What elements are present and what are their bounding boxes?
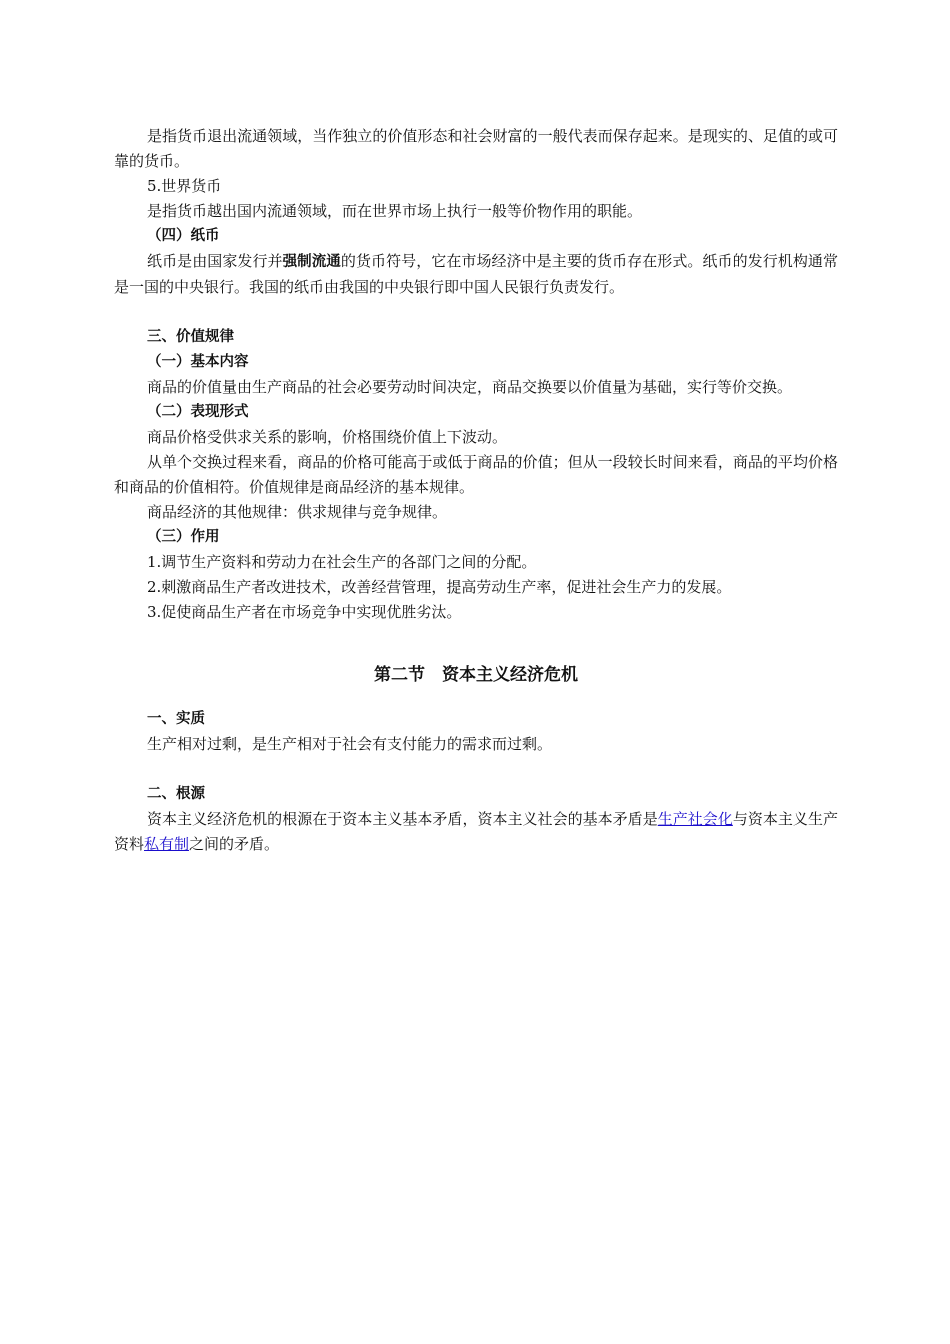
form-heading: （二）表现形式 <box>147 404 249 420</box>
paper-money-paragraph <box>114 249 838 300</box>
root-heading: 二、根源 <box>147 786 205 802</box>
root-text-2: 与资本主义生产资料 <box>114 810 838 853</box>
spacer <box>114 300 838 325</box>
root-text-1: 资本主义经济危机的根源在于资本主义基本矛盾，资本主义社会的基本矛盾是 <box>147 810 658 828</box>
essence-paragraph: 生产相对过剩，是生产相对于社会有支付能力的需求而过剩。 <box>147 735 553 753</box>
socialized-production-link[interactable]: 生产社会化 <box>657 810 733 828</box>
basic-content-paragraph: 商品的价值量由生产商品的社会必要劳动时间决定，商品交换要以价值量为基础，实行等价交换。 <box>147 378 793 396</box>
effect-item-1: 1.调节生产资料和劳动力在社会生产的各部门之间的分配。 <box>147 553 537 571</box>
paper-money-text-1: 纸币是由国家发行并 <box>147 252 283 270</box>
world-money-paragraph: 是指货币越出国内流通领域，而在世界市场上执行一般等价物作用的职能。 <box>147 202 643 220</box>
paper-money-heading: （四）纸币 <box>147 228 220 244</box>
basic-content-heading: （一）基本内容 <box>147 354 249 370</box>
root-text-3: 之间的矛盾。 <box>189 835 280 853</box>
section-title: 第二节 资本主义经济危机 <box>374 665 578 685</box>
spacer <box>114 757 838 782</box>
essence-heading: 一、实质 <box>147 711 205 727</box>
form-paragraph-3: 商品经济的其他规律：供求规律与竞争规律。 <box>147 503 448 521</box>
world-money-title: 5.世界货币 <box>147 177 222 195</box>
form-paragraph-1: 商品价格受供求关系的影响，价格围绕价值上下波动。 <box>147 428 508 446</box>
spacer <box>114 625 838 650</box>
paper-money-text-2: 的货币符号，它在市场经济中是主要的货币存在形式。纸币的发行机构通常是一国的中央银行。我国的纸币由我国的中央银行即中国人民银行负责发行。 <box>114 252 838 296</box>
effect-heading: （三）作用 <box>147 529 220 545</box>
private-ownership-link[interactable]: 私有制 <box>144 835 190 853</box>
effect-item-3: 3.促使商品生产者在市场竞争中实现优胜劣汰。 <box>147 603 462 621</box>
storage-paragraph: 是指货币退出流通领域，当作独立的价值形态和社会财富的一般代表而保存起来。是现实的、足值的或可靠的货币。 <box>114 127 838 170</box>
value-law-heading: 三、价值规律 <box>147 329 234 345</box>
form-paragraph-2: 从单个交换过程来看，商品的价格可能高于或低于商品的价值；但从一段较长时间来看，商品的平均价格和商品的价值相符。价值规律是商品经济的基本规律。 <box>114 453 838 496</box>
document-page <box>114 124 838 857</box>
effect-item-2: 2.刺激商品生产者改进技术，改善经营管理，提高劳动生产率，促进社会生产力的发展。 <box>147 578 732 596</box>
root-paragraph <box>114 807 838 857</box>
paper-money-bold-term: 强制流通 <box>282 254 341 270</box>
spacer <box>114 699 838 707</box>
